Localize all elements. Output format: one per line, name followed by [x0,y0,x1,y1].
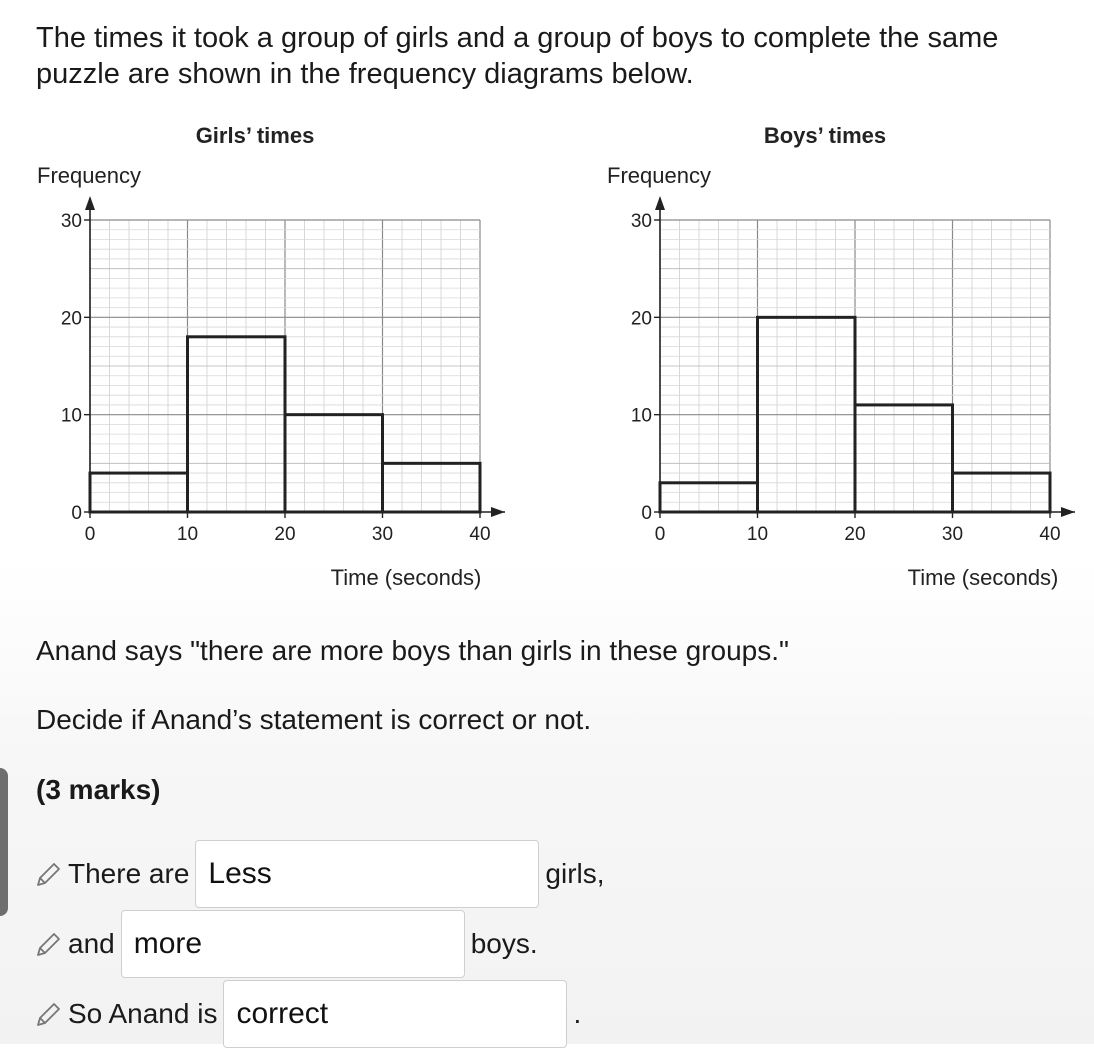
y-tick-label: 0 [71,503,82,524]
answer-2-prefix: and [68,928,115,959]
intro-text: The times it took a group of girls and a group of boys to complete the same puzzle are shown in the frequency diagrams below. [36,22,999,90]
y-tick-label: 30 [630,211,652,232]
x-tick-label: 0 [654,524,666,545]
y-tick-label: 10 [60,405,82,427]
answer-3-suffix: . [573,998,582,1029]
y-tick-label: 30 [60,211,82,232]
pencil-icon [34,999,64,1029]
answer-2-suffix: boys. [470,928,538,959]
x-tick-label: 40 [469,524,491,545]
girls-chart-svg [0,110,520,600]
x-tick-label: 30 [941,524,964,545]
y-axis-label: Frequency [37,163,141,188]
bar-0-10 [660,483,758,512]
x-tick-label: 30 [371,524,394,545]
x-tick-label: 20 [844,524,866,545]
marks-label: (3 marks) [36,774,161,805]
x-axis-label: Time (seconds) [907,565,1059,590]
answer-row-1 [34,840,605,908]
boys-count-input[interactable] [121,910,465,978]
x-tick-label: 0 [84,524,96,545]
y-tick-label: 10 [630,405,652,427]
y-axis-arrow [85,196,95,210]
x-axis-arrow [1061,507,1075,517]
chart-title: Girls’ times [195,123,315,148]
girls-chart [0,110,520,600]
answer-1-prefix: There are [68,858,190,889]
pencil-icon [34,859,64,889]
bar-30-40 [383,463,481,512]
x-tick-label: 10 [746,524,769,545]
y-axis-arrow [655,196,665,210]
y-tick-label: 20 [60,308,82,330]
y-axis-label: Frequency [607,163,711,188]
verdict-input[interactable] [223,980,567,1048]
bar-20-30 [855,405,953,512]
pencil-icon [34,929,64,959]
boys-chart-svg [570,110,1090,600]
answer-row-3 [34,980,581,1048]
x-tick-label: 10 [176,524,199,545]
x-tick-label: 40 [1039,524,1061,545]
y-tick-label: 0 [641,503,652,524]
answer-3-prefix: So Anand is [68,998,218,1029]
y-tick-label: 20 [630,308,652,330]
statement-text: Anand says "there are more boys than girls in these groups." [36,635,789,666]
side-tab-handle[interactable] [0,768,8,916]
chart-title: Boys’ times [763,123,887,148]
girls-count-input[interactable] [195,840,539,908]
x-axis-arrow [491,507,505,517]
x-axis-label: Time (seconds) [330,565,482,590]
instruction-text: Decide if Anand’s statement is correct or not. [36,704,592,735]
answer-1-suffix: girls, [545,858,605,889]
x-tick-label: 20 [274,524,296,545]
answer-row-2 [34,910,538,978]
boys-chart [570,110,1090,600]
